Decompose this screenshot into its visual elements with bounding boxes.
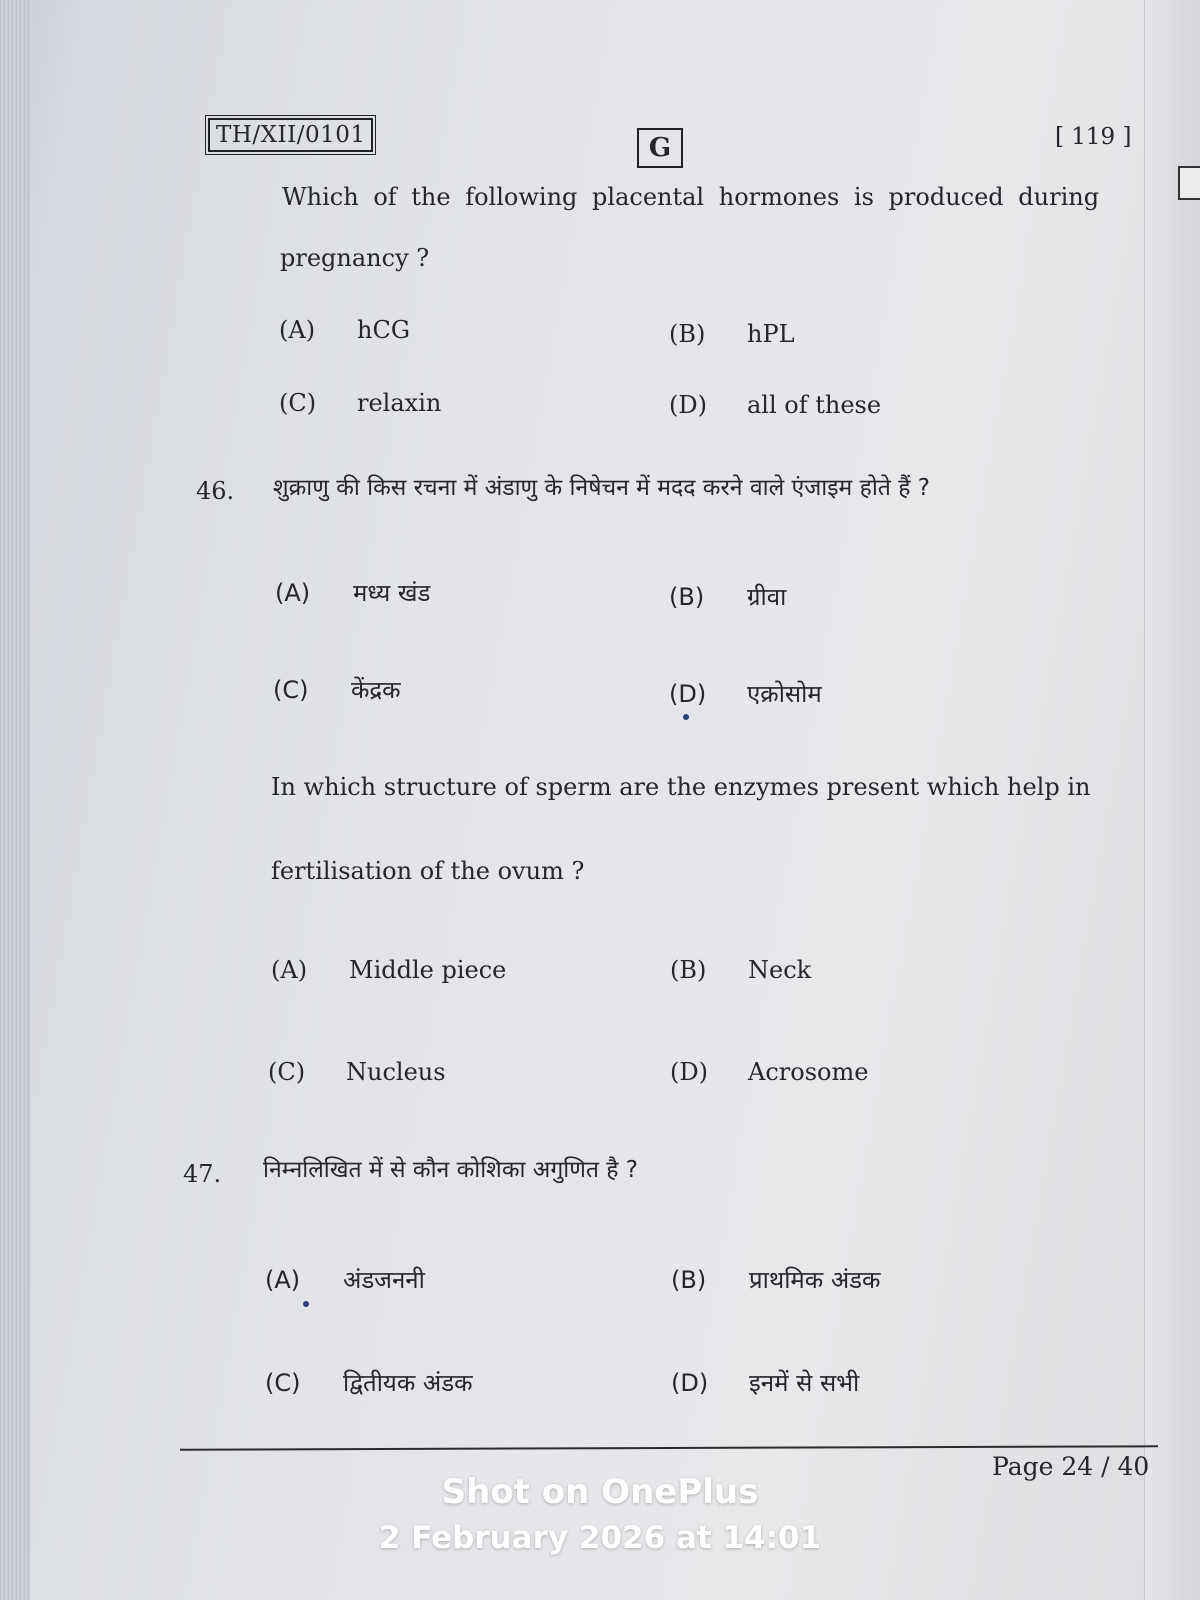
page-reference: [ 119 ] [1055,124,1132,150]
option-label: (C) [273,676,309,704]
option-label: (C) [268,1058,306,1086]
option-text: केंद्रक [351,676,401,704]
option-text: all of these [747,391,882,419]
option-label: (D) [669,391,707,419]
q45-option-d [669,391,881,419]
q46-option-c [268,1058,446,1086]
option-label: (B) [670,956,707,984]
q46-number: 46. [196,477,235,505]
q45-text-line1: Which of the following placental hormones is produced during [282,183,1100,211]
option-text: मध्य खंड [353,579,431,607]
q46-option-d-hindi [669,677,822,710]
q46-text-line2: fertilisation of the ovum ? [271,857,585,885]
q47-option-d [671,1366,859,1399]
option-label: (D) [669,680,707,708]
q47-option-a [265,1263,425,1296]
option-text: Nucleus [346,1058,446,1086]
option-text: relaxin [357,389,442,417]
q46-option-b [670,956,811,984]
q45-text-line2: pregnancy ? [280,244,430,272]
option-label: (D) [671,1369,709,1397]
option-text: hPL [747,320,795,348]
q46-option-a-hindi [275,576,430,609]
q46-text-line1: In which structure of sperm are the enzymes present which help in [271,773,1091,801]
paper-code: TH/XII/0101 [208,118,373,152]
q45-option-b [669,320,795,348]
option-text: द्वितीयक अंडक [343,1369,473,1397]
camera-watermark-date: 2 February 2026 at 14:01 [378,1520,822,1556]
option-label: (C) [265,1369,301,1397]
option-text: hCG [357,316,410,344]
next-page-corner-box [1178,166,1200,200]
q46-text-hindi: शुक्राणु की किस रचना में अंडाणु के निषेचन में मदद करने वाले एंजाइम होते हैं ? [273,475,930,501]
q47-text-hindi: निम्नलिखित में से कौन कोशिका अगुणित है ? [263,1157,639,1183]
pen-mark [683,714,689,720]
q45-option-c [279,389,441,417]
option-text: Middle piece [349,956,507,984]
q47-option-b [671,1263,880,1296]
option-text: Neck [748,956,812,984]
pen-mark [303,1301,309,1307]
q46-option-d [670,1058,868,1086]
page-number: Page 24 / 40 [992,1452,1150,1481]
camera-watermark-brand: Shot on OnePlus [441,1472,759,1512]
next-page-edge [1144,0,1200,1600]
option-text: एक्रोसोम [747,680,822,708]
option-label: (A) [265,1266,301,1294]
option-label: (A) [271,956,308,984]
option-label: (A) [275,579,311,607]
q46-option-c-hindi [273,673,401,706]
option-text: प्राथमिक अंडक [749,1266,881,1294]
q46-option-a [271,956,506,984]
option-label: (B) [669,320,706,348]
q45-option-a [279,316,410,344]
option-text: इनमें से सभी [749,1369,860,1397]
q47-number: 47. [183,1160,222,1188]
option-text: अंडजननी [343,1266,425,1294]
option-label: (D) [670,1058,708,1086]
stacked-page-edges [0,0,30,1600]
option-label: (B) [669,583,705,611]
q46-option-b-hindi [669,580,786,613]
q47-option-c [265,1366,473,1399]
option-text: ग्रीवा [747,583,787,611]
footer-rule [180,1445,1158,1450]
option-label: (C) [279,389,317,417]
option-label: (B) [671,1266,707,1294]
option-text: Acrosome [748,1058,869,1086]
option-label: (A) [279,316,316,344]
set-code: G [637,128,683,168]
